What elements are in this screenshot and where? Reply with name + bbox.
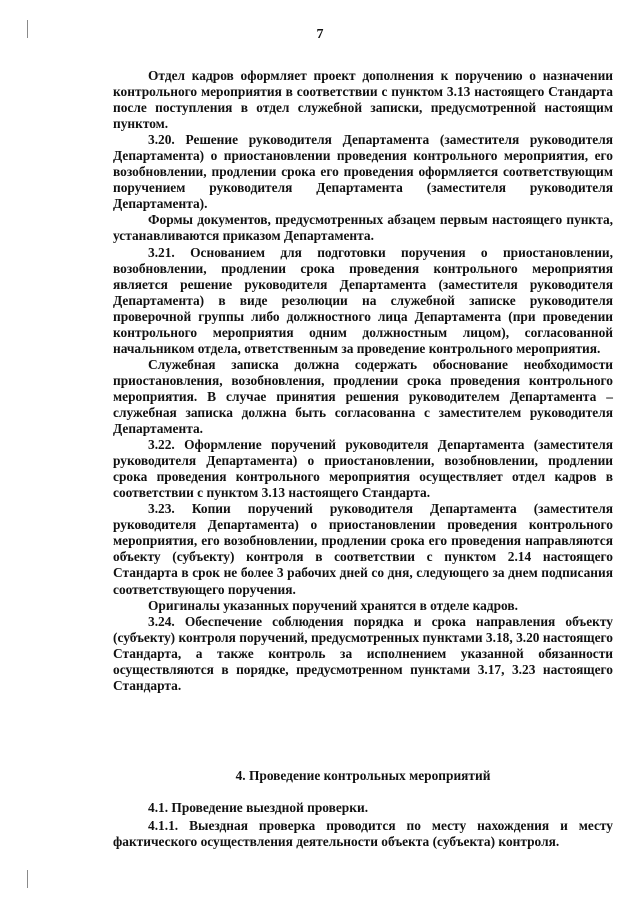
document-body <box>113 68 613 694</box>
binding-mark <box>27 870 28 888</box>
section-heading: 4. Проведение контрольных мероприятий <box>235 768 491 783</box>
section-body <box>113 800 613 850</box>
paragraph: 4.1.1. Выездная проверка проводится по месту нахождения и месту фактического осуществления деятельности объекта (субъекта) контроля. <box>113 818 613 850</box>
paragraph: Отдел кадров оформляет проект дополнения к поручению о назначении контрольного мероприятия в соответствии с пунктом 3.13 настоящего Стандарта после поступления в отдел служебной записки, предусмотренной настоящим пунктом. <box>113 68 613 132</box>
paragraph: 3.20. Решение руководителя Департамента (заместителя руководителя Департамента) о приостановлении проведения контрольного мероприятия, его возобновлении, продлении срока его проведения оформляется соответствующим поручением руководителя Департамента (заместителя руководителя Департамента). <box>113 132 613 212</box>
paragraph: Формы документов, предусмотренных абзацем первым настоящего пункта, устанавливаются приказом Департамента. <box>113 212 613 244</box>
paragraph: Служебная записка должна содержать обоснование необходимости приостановления, возобновления, продлении срока проведения контрольного мероприятия. В случае принятия решения руководителем Департамента – служебная записка должна быть согласованна с заместителем руководителя Департамента. <box>113 356 613 437</box>
paragraph: 4.1. Проведение выездной проверки. <box>148 800 369 815</box>
page-number: 7 <box>316 27 324 42</box>
paragraph: Оригиналы указанных поручений хранятся в отделе кадров. <box>148 597 518 613</box>
paragraph: 3.23. Копии поручений руководителя Департамента (заместителя руководителя Департамента) о приостановлении проведения контрольного мероприятия, его возобновлении, продлении срока его проведения направляются объекту (субъекту) контроля в соответствии с пунктом 2.14 настоящего Стандарта в срок не более 3 рабочих дней со дня, следующего за днем подписания соответствующего поручения. <box>113 501 613 597</box>
paragraph: 3.24. Обеспечение соблюдения порядка и срока направления объекту (субъекту) контроля поручений, предусмотренных пунктами 3.18, 3.20 настоящего Стандарта, а также контроль за исполнением указанной обязанности осуществляются в порядке, предусмотренном пунктами 3.17, 3.23 настоящего Стандарта. <box>113 613 613 693</box>
paragraph: 3.21. Основанием для подготовки поручения о приостановлении, возобновлении, продлении срока проведения контрольного мероприятия является решение руководителя Департамента (заместителя руководителя Департамента) в виде резолюции на служебной записке руководителя проверочной группы либо должностного лица Департамента (при проведении контрольного мероприятия одним должностным лицом), согласованной начальником отдела, ответственным за проведение контрольного мероприятия. <box>113 244 613 356</box>
paragraph: 3.22. Оформление поручений руководителя Департамента (заместителя руководителя Департамента) о приостановлении, возобновлении, продлении срока проведения контрольного мероприятия осуществляет отдел кадров в соответствии с пунктом 3.13 настоящего Стандарта. <box>113 437 613 501</box>
